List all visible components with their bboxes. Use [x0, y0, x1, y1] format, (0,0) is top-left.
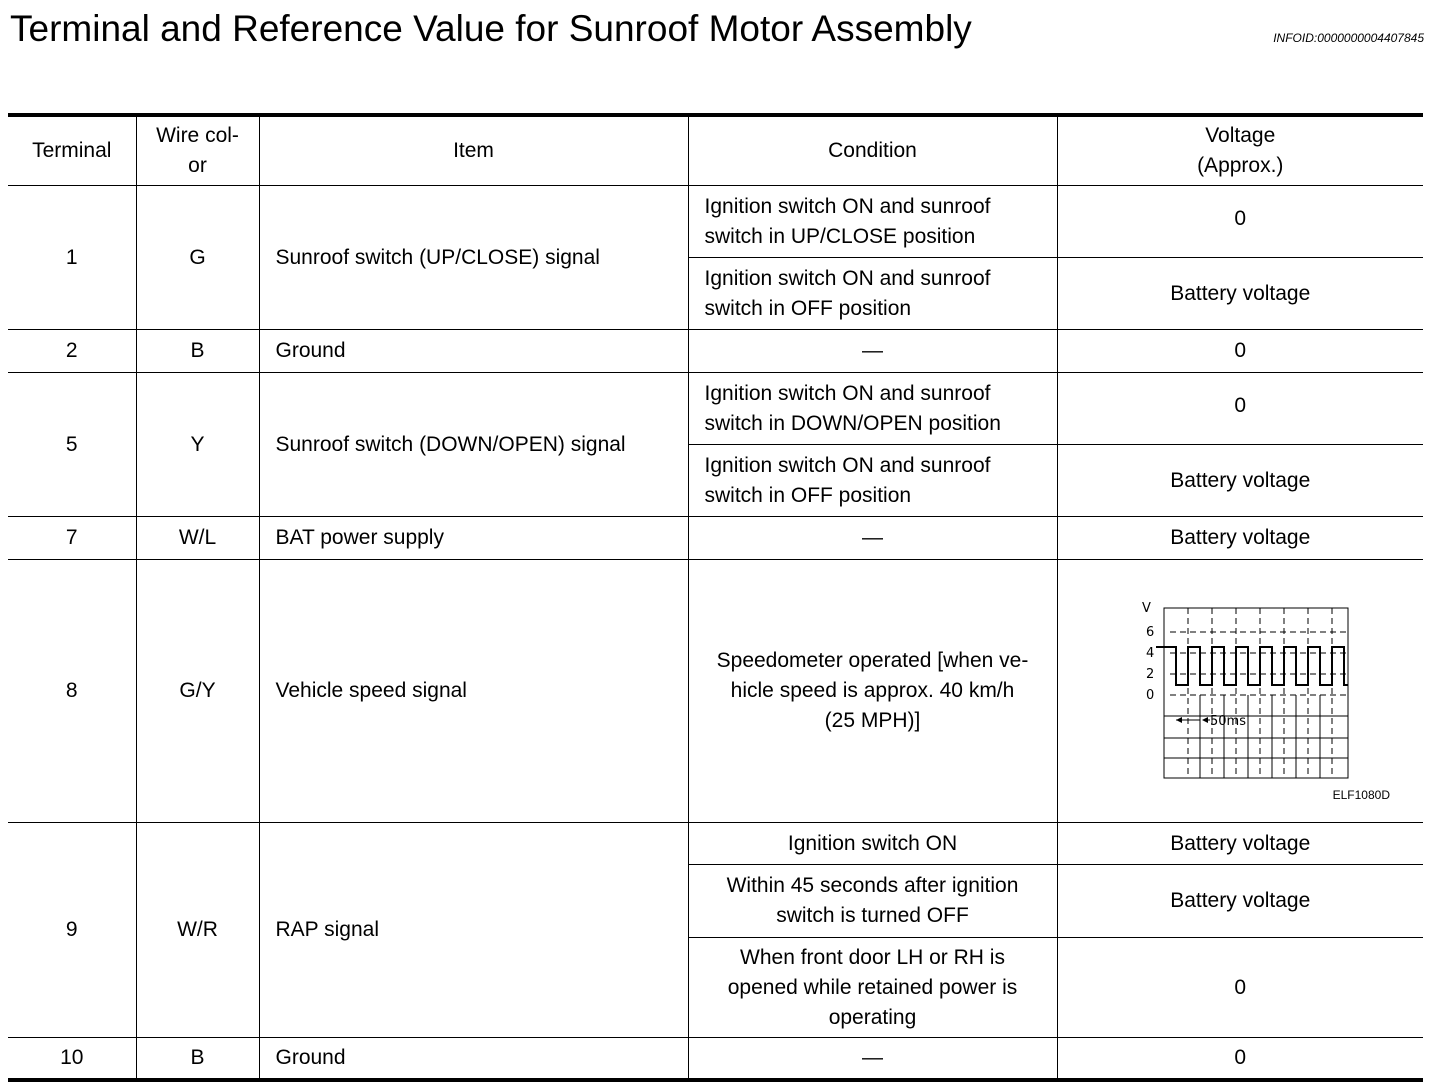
- terminal-cell: 5: [8, 373, 136, 517]
- waveform-y-tick: 4: [1145, 646, 1154, 661]
- terminal-cell: 1: [8, 186, 136, 330]
- condition-cell: [688, 560, 1057, 823]
- condition-cell: [688, 373, 1057, 445]
- condition-line: switch in OFF position: [704, 483, 912, 507]
- condition-cell: Ignition switch ON: [688, 823, 1057, 865]
- terminal-cell: 7: [8, 517, 136, 560]
- item-cell: BAT power supply: [259, 517, 688, 560]
- waveform-time-label: 50ms: [1209, 714, 1246, 729]
- terminal-cell: 10: [8, 1038, 136, 1080]
- waveform-y-tick: 2: [1145, 667, 1154, 682]
- header-wire-color-line1: Wire col-: [156, 124, 239, 147]
- voltage-cell: 0: [1057, 1038, 1423, 1080]
- condition-line: Within 45 seconds after ignition: [726, 874, 1019, 897]
- condition-line: switch is turned OFF: [776, 904, 969, 927]
- condition-line: switch in DOWN/OPEN position: [704, 411, 1001, 435]
- table-row: [8, 560, 1423, 823]
- waveform-y-tick: 6: [1145, 625, 1154, 640]
- header-wire-color: [136, 115, 259, 186]
- terminal-reference-table: [8, 113, 1423, 1082]
- voltage-cell: [1057, 560, 1423, 823]
- waveform-y-tick: 0: [1145, 688, 1154, 703]
- terminal-cell: 9: [8, 823, 136, 1038]
- header-terminal: Terminal: [8, 115, 136, 186]
- condition-line: operating: [828, 1005, 917, 1029]
- wire-color-cell: G: [136, 186, 259, 330]
- header-condition: Condition: [688, 115, 1057, 186]
- terminal-cell: 2: [8, 330, 136, 373]
- condition-cell: [688, 186, 1057, 258]
- page-title: Terminal and Reference Value for Sunroof Motor Assembly: [10, 8, 972, 49]
- condition-line: switch in UP/CLOSE position: [704, 224, 976, 248]
- wire-color-cell: G/Y: [136, 560, 259, 823]
- voltage-cell: Battery voltage: [1057, 865, 1423, 938]
- wire-color-cell: W/L: [136, 517, 259, 560]
- header-voltage-line2: (Approx.): [1197, 154, 1284, 177]
- voltage-cell: 0: [1057, 938, 1423, 1038]
- voltage-cell: 0: [1057, 373, 1423, 445]
- condition-line: opened while retained power is: [727, 975, 1018, 999]
- condition-cell: [688, 865, 1057, 938]
- item-cell: Sunroof switch (DOWN/OPEN) signal: [259, 373, 688, 517]
- voltage-cell: 0: [1057, 330, 1423, 373]
- condition-line: Ignition switch ON and sunroof: [704, 381, 991, 405]
- condition-line: Ignition switch ON and sunroof: [704, 194, 991, 218]
- voltage-cell: 0: [1057, 186, 1423, 258]
- condition-cell: [688, 938, 1057, 1038]
- voltage-cell: Battery voltage: [1057, 258, 1423, 330]
- condition-line: Speedometer operated [when ve-: [716, 649, 1029, 672]
- table-row: [8, 517, 1423, 560]
- condition-line: Ignition switch ON and sunroof: [704, 266, 991, 290]
- waveform-unit-label: V: [1141, 601, 1151, 616]
- condition-cell: —: [688, 330, 1057, 373]
- item-cell: Ground: [259, 330, 688, 373]
- terminal-cell: 8: [8, 560, 136, 823]
- table-header-row: [8, 115, 1423, 186]
- condition-cell: [688, 258, 1057, 330]
- condition-line: (25 MPH)]: [824, 709, 921, 732]
- voltage-cell: Battery voltage: [1057, 823, 1423, 865]
- figure-id: ELF1080D: [1332, 788, 1390, 802]
- waveform-solid-grid: [1164, 608, 1348, 778]
- wire-color-cell: B: [136, 1038, 259, 1080]
- wire-color-cell: B: [136, 330, 259, 373]
- table-row: [8, 823, 1423, 865]
- item-cell: RAP signal: [259, 823, 688, 1038]
- arrow-left-icon: [1176, 717, 1182, 723]
- condition-line: When front door LH or RH is: [740, 945, 1005, 969]
- header-voltage-line1: Voltage: [1205, 124, 1276, 147]
- wire-color-cell: W/R: [136, 823, 259, 1038]
- info-id: INFOID:0000000004407845: [1273, 31, 1424, 45]
- arrow-left-icon: [1202, 717, 1208, 723]
- item-cell: Vehicle speed signal: [259, 560, 688, 823]
- table-row: [8, 373, 1423, 445]
- table-row: [8, 186, 1423, 258]
- table-row: [8, 1038, 1423, 1080]
- voltage-cell: Battery voltage: [1057, 517, 1423, 560]
- condition-line: Ignition switch ON and sunroof: [704, 453, 991, 477]
- voltage-cell: Battery voltage: [1057, 445, 1423, 517]
- item-cell: Ground: [259, 1038, 688, 1080]
- condition-cell: —: [688, 1038, 1057, 1080]
- table-row: [8, 330, 1423, 373]
- header-item: Item: [259, 115, 688, 186]
- condition-line: switch in OFF position: [704, 296, 912, 320]
- condition-cell: [688, 445, 1057, 517]
- item-cell: Sunroof switch (UP/CLOSE) signal: [259, 186, 688, 330]
- condition-cell: —: [688, 517, 1057, 560]
- header-voltage: [1057, 115, 1423, 186]
- header-wire-color-line2: or: [188, 154, 207, 177]
- condition-line: hicle speed is approx. 40 km/h: [730, 679, 1015, 702]
- wire-color-cell: Y: [136, 373, 259, 517]
